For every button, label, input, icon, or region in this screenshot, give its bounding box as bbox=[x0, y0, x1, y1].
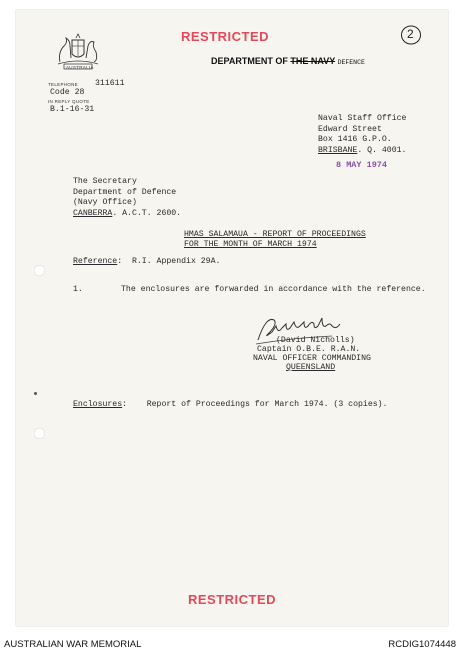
paragraph-number: 1. bbox=[73, 285, 83, 294]
enclosures-label: Enclosures bbox=[73, 400, 123, 409]
recipient-line4 bbox=[73, 209, 181, 220]
reference-text: R.I. Appendix 29A. bbox=[131, 257, 221, 266]
signatory-rank: Captain O.B.E. R.A.N. bbox=[257, 345, 361, 354]
restricted-stamp-bottom: RESTRICTED bbox=[188, 592, 277, 607]
paragraph-text: The enclosures are forwarded in accordance with the reference. bbox=[121, 285, 426, 294]
date-received-stamp: 8 MAY 1974 bbox=[336, 160, 388, 170]
punch-hole-top bbox=[34, 265, 45, 276]
punch-hole-bottom bbox=[34, 428, 45, 439]
page-number-annotation bbox=[400, 24, 422, 46]
enclosures-text: Report of Proceedings for March 1974. (3 copies). bbox=[146, 400, 388, 409]
recipient-line3: (Navy Office) bbox=[73, 198, 137, 207]
recipient-address bbox=[73, 177, 181, 219]
sender-address-line1: Naval Staff Office bbox=[318, 114, 407, 123]
reference-label: Reference bbox=[73, 257, 118, 266]
sender-address-line2: Edward Street bbox=[318, 124, 382, 134]
footer-archive-name: AUSTRALIAN WAR MEMORIAL bbox=[4, 639, 142, 650]
sender-city: BRISBANE bbox=[318, 145, 358, 155]
subject-line1: HMAS SALAMAUA - REPORT OF PROCEEDINGS bbox=[184, 230, 366, 239]
telephone-number: 311611 bbox=[95, 79, 125, 88]
signatory-title: NAVAL OFFICER COMMANDING bbox=[253, 354, 371, 363]
document-page bbox=[16, 10, 448, 626]
enclosures-line: Enclosures: Report of Proceedings for March 1974. (3 copies). bbox=[73, 400, 388, 409]
department-header bbox=[211, 56, 365, 66]
reply-quote-value: B.1-16-31 bbox=[50, 105, 95, 114]
recipient-city: CANBERRA bbox=[73, 208, 113, 218]
recipient-state-post: . A.C.T. 2600. bbox=[112, 208, 182, 218]
recipient-line1: The Secretary bbox=[73, 177, 137, 186]
department-prefix: DEPARTMENT OF bbox=[211, 56, 288, 66]
recipient-line2: Department of Defence bbox=[73, 187, 177, 197]
reference-line: Reference: R.I. Appendix 29A. bbox=[73, 257, 221, 266]
subject-line2: FOR THE MONTH OF MARCH 1974 bbox=[184, 240, 317, 249]
coat-of-arms-icon bbox=[52, 32, 104, 72]
sender-state-post: . Q. 4001. bbox=[357, 145, 407, 155]
department-struck-name: THE NAVY bbox=[290, 56, 336, 66]
telephone-code: Code 28 bbox=[50, 88, 85, 97]
sender-address-line3: Box 1416 G.P.O. bbox=[318, 135, 392, 144]
telephone-label: TELEPHONE bbox=[48, 82, 78, 87]
crest-label: AUSTRALIA bbox=[66, 64, 94, 70]
sender-address-line4 bbox=[318, 146, 406, 157]
signatory-name: (David Nicholls) bbox=[276, 336, 355, 345]
footer-record-id: RCDIG1074448 bbox=[388, 639, 456, 650]
restricted-stamp-top: RESTRICTED bbox=[181, 29, 270, 44]
paper-mark bbox=[34, 392, 37, 395]
reply-quote-label: IN REPLY QUOTE bbox=[48, 99, 90, 104]
page-number: 2 bbox=[407, 27, 414, 41]
signatory-area: QUEENSLAND bbox=[286, 363, 336, 372]
sender-address bbox=[318, 114, 406, 156]
department-replacement: DEFENCE bbox=[337, 59, 365, 66]
